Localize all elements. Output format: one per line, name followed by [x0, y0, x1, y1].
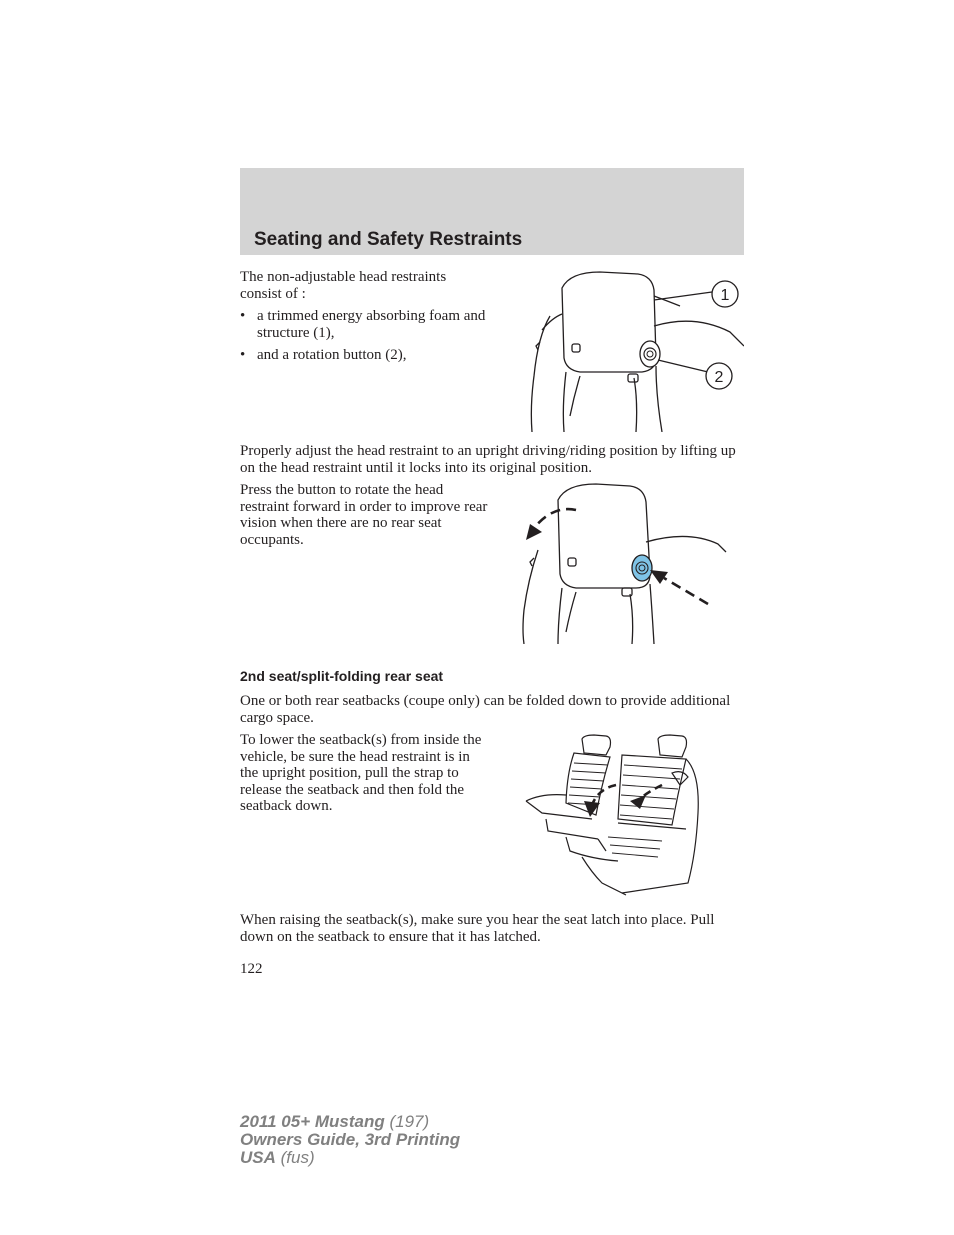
press-paragraph: Press the button to rotate the head restraint forward in order to improve rear vision when there are no rear seat occupants. — [240, 482, 488, 548]
intro-text: The non-adjustable head restraints consist of : — [240, 269, 447, 302]
section-title: Seating and Safety Restraints — [254, 229, 523, 250]
rear-seat-heading: 2nd seat/split-folding rear seat — [240, 668, 444, 684]
footer-market-code: (fus) — [275, 1148, 315, 1167]
footer-market: USA — [240, 1148, 276, 1167]
rear-seat-paragraph-2: To lower the seatback(s) from inside the vehicle, be sure the head restraint is in the upright position, pull the strap to release the seatback and then fold the seatback down. — [240, 732, 482, 814]
bullet-text: and a rotation button (2), — [257, 347, 407, 363]
footer-guide-edition: Owners Guide, 3rd Printing — [240, 1130, 461, 1149]
rotate-forward-arrow-icon — [526, 524, 542, 540]
bullet-text: a trimmed energy absorbing foam and structure (1), — [257, 308, 486, 341]
head-restraint-rotation-figure — [518, 480, 734, 644]
intro-bullet-list — [240, 308, 495, 370]
adjust-paragraph: Properly adjust the head restraint to an upright driving/riding position by lifting up on the head restraint until it locks into its original position. — [240, 443, 736, 476]
footer-line-2 — [240, 1131, 460, 1149]
rear-seat-paragraph-3: When raising the seatback(s), make sure you hear the seat latch into place. Pull down on the seatback to ensure that it has latched. — [240, 912, 715, 945]
callout-1-label: 1 — [720, 287, 730, 304]
bullet-dot-icon: • — [240, 347, 246, 363]
bullet-item — [240, 308, 495, 341]
footer-line-3 — [240, 1149, 460, 1167]
head-restraint-callout-figure — [520, 266, 744, 432]
rear-seat-folding-figure — [522, 733, 702, 897]
bullet-dot-icon: • — [240, 308, 246, 324]
callout-2-label: 2 — [714, 369, 724, 386]
footer-line-1 — [240, 1113, 460, 1131]
footer-model-code: (197) — [384, 1112, 430, 1131]
rear-seat-paragraph-1: One or both rear seatbacks (coupe only) can be folded down to provide additional cargo space. — [240, 693, 731, 726]
rotation-button-icon — [632, 555, 652, 581]
press-button-arrow-icon — [650, 570, 668, 584]
bullet-item — [240, 347, 495, 364]
footer-model: 2011 05+ Mustang — [240, 1112, 385, 1131]
page-number: 122 — [240, 961, 263, 977]
document-footer — [240, 1113, 460, 1167]
rotation-button-icon — [640, 341, 660, 367]
